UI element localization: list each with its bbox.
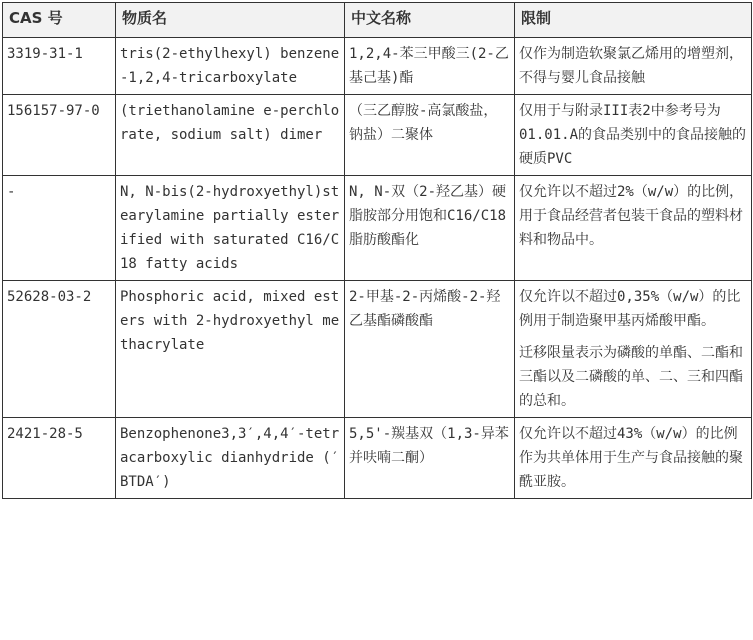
table-row <box>3 176 752 281</box>
restriction-paragraph: 仅允许以不超过43%（w/w）的比例作为共单体用于生产与食品接触的聚酰亚胺。 <box>519 426 743 490</box>
header-chinese-name: 中文名称 <box>345 3 515 38</box>
substance-cell: Benzophenone3,3′,4,4′-tetracarboxylic dianhydride (′BTDA′) <box>116 418 345 499</box>
restriction-paragraph: 仅作为制造软聚氯乙烯用的增塑剂，不得与婴儿食品接触 <box>519 46 743 86</box>
restriction-paragraph: 仅允许以不超过0,35%（w/w）的比例用于制造聚甲基丙烯酸甲酯。 <box>519 289 741 329</box>
cas-cell: 156157-97-0 <box>3 95 116 176</box>
cas-cell: 2421-28-5 <box>3 418 116 499</box>
table-row <box>3 418 752 499</box>
cas-cell: 52628-03-2 <box>3 281 116 418</box>
chinese-name-cell: 2-甲基-2-丙烯酸-2-羟乙基酯磷酸酯 <box>345 281 515 418</box>
header-restriction: 限制 <box>515 3 752 38</box>
substance-cell: N, N-bis(2-hydroxyethyl)stearylamine partially esterified with saturated C16/C18 fatty acids <box>116 176 345 281</box>
chinese-name-cell: N, N-双（2-羟乙基）硬脂胺部分用饱和C16/C18脂肪酸酯化 <box>345 176 515 281</box>
substance-table <box>2 2 752 499</box>
chinese-name-cell: 5,5'-羰基双（1,3-异苯并呋喃二酮） <box>345 418 515 499</box>
chinese-name-cell: 1,2,4-苯三甲酸三(2-乙基己基)酯 <box>345 38 515 95</box>
table-row <box>3 281 752 418</box>
table-row <box>3 38 752 95</box>
substance-cell: Phosphoric acid, mixed esters with 2-hydroxyethyl methacrylate <box>116 281 345 418</box>
substance-cell: tris(2-ethylhexyl) benzene-1,2,4-tricarboxylate <box>116 38 345 95</box>
restriction-paragraph: 仅用于与附录III表2中参考号为01.01.A的食品类别中的食品接触的硬质PVC <box>519 103 747 167</box>
header-row <box>3 3 752 38</box>
cas-cell: - <box>3 176 116 281</box>
restriction-cell <box>515 38 752 95</box>
restriction-paragraph: 迁移限量表示为磷酸的单酯、二酯和三酯以及二磷酸的单、二、三和四酯的总和。 <box>519 345 743 409</box>
header-substance: 物质名 <box>116 3 345 38</box>
restriction-paragraph: 仅允许以不超过2%（w/w）的比例，用于食品经营者包装干食品的塑料材料和物品中。 <box>519 184 744 248</box>
substance-cell: (triethanolamine e-perchlorate, sodium salt) dimer <box>116 95 345 176</box>
restriction-cell <box>515 95 752 176</box>
chinese-name-cell: （三乙醇胺-高氯酸盐，钠盐）二聚体 <box>345 95 515 176</box>
restriction-cell <box>515 281 752 418</box>
table-row <box>3 95 752 176</box>
header-cas: CAS 号 <box>3 3 116 38</box>
restriction-cell <box>515 418 752 499</box>
restriction-cell <box>515 176 752 281</box>
cas-cell: 3319-31-1 <box>3 38 116 95</box>
